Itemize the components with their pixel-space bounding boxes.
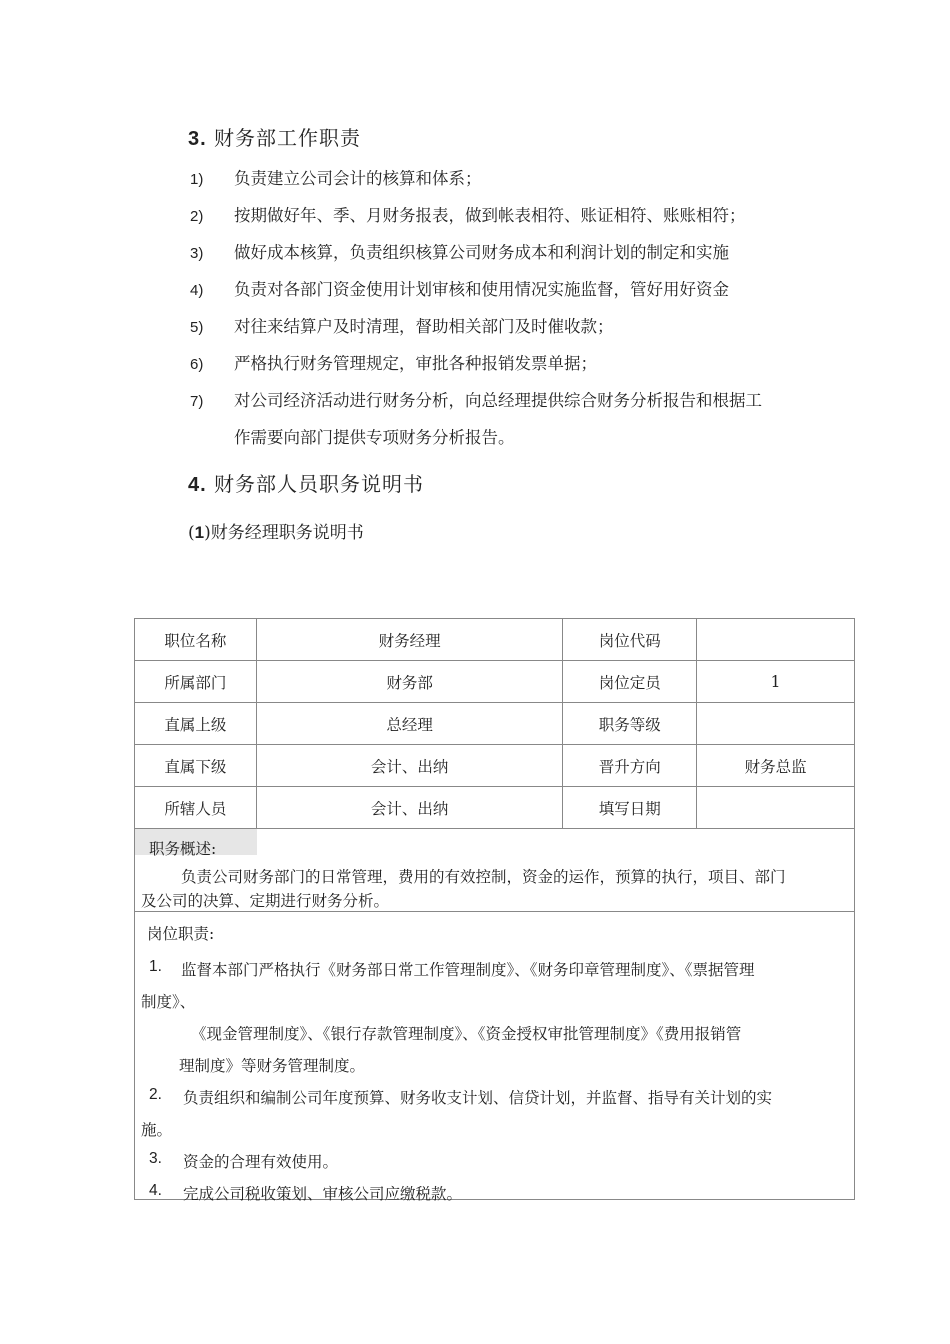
section-3-heading [188, 122, 361, 151]
list-item-text: 负责对各部门资金使用计划审核和使用情况实施监督，管好用好资金 [234, 280, 729, 299]
table-cell: 填写日期 [563, 787, 697, 829]
table-cell: 会计、出纳 [256, 787, 563, 829]
list-item-number: 2) [190, 208, 204, 225]
table-cell: 1 [697, 661, 855, 703]
duty-text-line: 制度》、 [141, 993, 196, 1011]
table-cell [697, 787, 855, 829]
list-item [190, 382, 762, 447]
duties-label: 岗位职责: [147, 925, 215, 943]
list-item-number: 5) [190, 319, 204, 336]
duty-number: 1. [149, 958, 162, 975]
overview-text-line: 负责公司财务部门的日常管理，费用的有效控制，资金的运作，预算的执行，项目、部门 [181, 868, 786, 886]
section-3-title: 财务部工作职责 [214, 126, 362, 150]
table-cell: 财务经理 [256, 619, 563, 661]
job-duties-box [134, 911, 855, 1203]
table-cell: 会计、出纳 [256, 745, 563, 787]
overview-text-line: 及公司的决算、定期进行财务分析。 [141, 892, 390, 910]
list-item-text: 对公司经济活动进行财务分析，向总经理提供综合财务分析报告和根据工 [234, 391, 762, 410]
table-row [135, 787, 855, 829]
list-item-number: 7) [190, 393, 204, 410]
table-row [135, 661, 855, 703]
list-item [190, 308, 614, 346]
table-cell: 岗位代码 [563, 619, 697, 661]
table-cell: 职务等级 [563, 703, 697, 745]
job-overview-box [134, 829, 855, 912]
duty-text-line: 《现金管理制度》、《银行存款管理制度》、《资金授权审批管理制度》《费用报销管 [191, 1025, 742, 1043]
job-info-table [134, 618, 855, 829]
section-4-title: 财务部人员职务说明书 [214, 472, 425, 496]
table-cell [697, 703, 855, 745]
subsection-title: 财务经理职务说明书 [210, 523, 364, 543]
duty-text-line: 负责组织和编制公司年度预算、财务收支计划、信贷计划，并监督、指导有关计划的实 [183, 1089, 773, 1107]
table-cell: 直属下级 [135, 745, 257, 787]
list-item-text: 做好成本核算，负责组织核算公司财务成本和利润计划的制定和实施 [234, 243, 729, 262]
section-4-heading [188, 468, 424, 497]
table-cell: 晋升方向 [563, 745, 697, 787]
table-row [135, 703, 855, 745]
list-item-continuation: 作需要向部门提供专项财务分析报告。 [234, 428, 515, 447]
list-item [190, 160, 482, 198]
duty-text-line: 完成公司税收策划、审核公司应缴税款。 [183, 1185, 463, 1203]
duty-text-line: 施。 [141, 1121, 173, 1139]
table-cell: 所属部门 [135, 661, 257, 703]
list-item-text: 对往来结算户及时清理，督助相关部门及时催收款； [234, 317, 614, 336]
duty-text-line: 资金的合理有效使用。 [183, 1153, 339, 1171]
list-item [190, 271, 729, 309]
list-item-number: 4) [190, 282, 204, 299]
list-item-text: 按期做好年、季、月财务报表，做到帐表相符、账证相符、账账相符； [234, 206, 746, 225]
paren-close: ) [204, 523, 211, 543]
list-item-text: 严格执行财务管理规定，审批各种报销发票单据； [234, 354, 597, 373]
table-row [135, 745, 855, 787]
duty-number: 4. [149, 1182, 162, 1199]
table-cell: 直属上级 [135, 703, 257, 745]
list-item-number: 1) [190, 171, 204, 188]
table-cell [697, 619, 855, 661]
table-cell: 总经理 [256, 703, 563, 745]
table-cell: 财务部 [256, 661, 563, 703]
list-item-number: 6) [190, 356, 204, 373]
list-item-text: 负责建立公司会计的核算和体系； [234, 169, 482, 188]
paren-open: ( [188, 523, 195, 543]
section-4-number: 4. [188, 474, 207, 496]
duty-text-line: 监督本部门严格执行《财务部日常工作管理制度》、《财务印章管理制度》、《票据管理 [181, 961, 755, 979]
list-item [190, 234, 729, 272]
duty-number: 2. [149, 1086, 162, 1103]
overview-label: 职务概述: [149, 840, 217, 858]
subsection-heading [188, 518, 364, 543]
table-cell: 岗位定员 [563, 661, 697, 703]
duty-text-line: 理制度》等财务管理制度。 [179, 1057, 366, 1075]
duty-number: 3. [149, 1150, 162, 1167]
table-row [135, 619, 855, 661]
list-item [190, 345, 597, 383]
table-cell: 财务总监 [697, 745, 855, 787]
table-cell: 职位名称 [135, 619, 257, 661]
table-cell: 所辖人员 [135, 787, 257, 829]
subsection-number: 1 [194, 523, 205, 542]
list-item [190, 197, 746, 235]
list-item-number: 3) [190, 245, 204, 262]
section-3-number: 3. [188, 128, 207, 150]
